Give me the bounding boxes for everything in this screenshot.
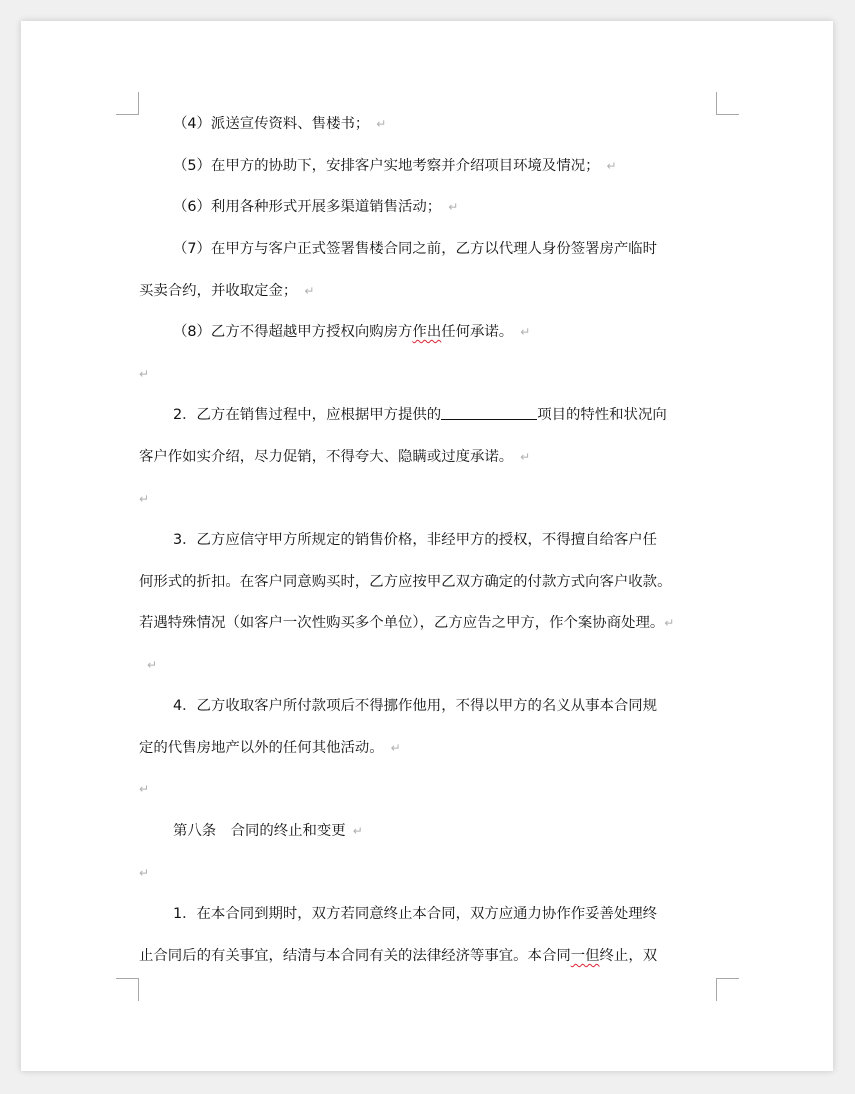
margin-corner-top-right [716,92,739,115]
text-line: 买卖合约，并收取定金； ↵ [139,283,315,299]
text-line: 2．乙方在销售过程中，应根据甲方提供的 项目的特性和状况向 [173,407,667,423]
text-line: 止合同后的有关事宜，结清与本合同有关的法律经济等事宜。本合同一但终止，双 [139,948,658,964]
paragraph-mark-icon: ↵ [352,824,363,838]
text-line: （6）利用各种形式开展多渠道销售活动； ↵ [173,199,459,215]
text-line: （7）在甲方与客户正式签署售楼合同之前，乙方以代理人身份签署房产临时 [173,241,658,257]
paragraph-mark-icon: ↵ [520,325,531,339]
text-line: 何形式的折扣。在客户同意购买时，乙方应按甲乙双方确定的付款方式向客户收款。 [139,574,672,590]
text-line: 1．在本合同到期时，双方若同意终止本合同，双方应通力协作作妥善处理终 [173,906,658,922]
paragraph-mark-icon: ↵ [376,117,387,131]
paragraph-mark-icon: ↵ [520,450,531,464]
paragraph-mark-icon: ↵ [139,492,150,506]
text-line: （8）乙方不得超越甲方授权向购房方作出任何承诺。 ↵ [173,324,531,340]
paragraph-mark-icon: ↵ [147,658,158,672]
text-line: 定的代售房地产以外的任何其他活动。 ↵ [139,740,401,756]
paragraph-mark-icon: ↵ [139,866,150,880]
spellcheck-mark[interactable]: 作出 [412,324,442,340]
document-page [21,21,833,1071]
text-line: 4．乙方收取客户所付款项后不得挪作他用，不得以甲方的名义从事本合同规 [173,698,658,714]
text-line: （4）派送宣传资料、售楼书； ↵ [173,116,387,132]
margin-corner-bottom-left [116,978,139,1001]
paragraph-mark-icon: ↵ [304,284,315,298]
margin-corner-bottom-right [716,978,739,1001]
paragraph-mark-icon: ↵ [664,616,675,630]
text-line: 客户作如实介绍，尽力促销，不得夸大、隐瞒或过度承诺。 ↵ [139,449,531,465]
paragraph-mark-icon: ↵ [139,782,150,796]
text-line: 若遇特殊情况（如客户一次性购买多个单位），乙方应告之甲方，作个案协商处理。↵ [139,615,675,631]
text-line: 3．乙方应信守甲方所规定的销售价格，非经甲方的授权，不得擅自给客户任 [173,532,658,548]
section-heading: 第八条 合同的终止和变更 ↵ [173,823,363,839]
paragraph-mark-icon: ↵ [606,159,617,173]
paragraph-mark-icon: ↵ [139,367,150,381]
paragraph-mark-icon: ↵ [390,741,401,755]
spellcheck-mark[interactable]: 一但 [570,948,600,964]
text-line: （5）在甲方的协助下，安排客户实地考察并介绍项目环境及情况； ↵ [173,158,617,174]
fill-in-blank [441,405,537,420]
paragraph-mark-icon: ↵ [448,200,459,214]
margin-corner-top-left [116,92,139,115]
